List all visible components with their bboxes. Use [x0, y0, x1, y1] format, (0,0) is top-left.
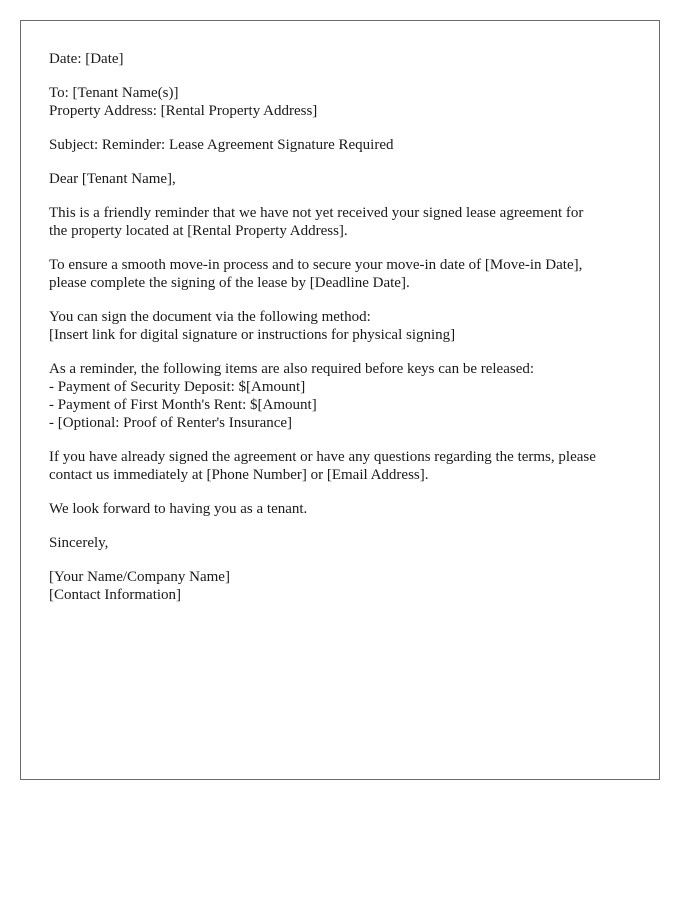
paragraph-line: please complete the signing of the lease by [Deadline Date]. [49, 275, 410, 291]
sign-off [49, 534, 631, 552]
move-in-paragraph [49, 256, 631, 292]
sender-name-line: [Your Name/Company Name] [49, 569, 230, 585]
questions-paragraph [49, 448, 631, 484]
signature-block [49, 568, 631, 604]
paragraph-line: This is a friendly reminder that we have not yet received your signed lease agreement for [49, 205, 584, 221]
paragraph-line: As a reminder, the following items are also required before keys can be released: [49, 361, 535, 377]
recipient-block [49, 84, 631, 120]
letter-page [20, 20, 660, 780]
date-line [49, 50, 631, 68]
contact-information-line: [Contact Information] [49, 587, 182, 603]
to-line: To: [Tenant Name(s)] [49, 85, 179, 101]
paragraph-line: If you have already signed the agreement or have any questions regarding the terms, please [49, 449, 596, 465]
closing-paragraph [49, 500, 631, 518]
paragraph-line: To ensure a smooth move-in process and to secure your move-in date of [Move-in Date], [49, 257, 583, 273]
subject-text: Subject: Reminder: Lease Agreement Signature Required [49, 137, 394, 153]
paragraph-line: contact us immediately at [Phone Number] or [Email Address]. [49, 467, 429, 483]
paragraph-line: You can sign the document via the following method: [49, 309, 371, 325]
requirement-item: - Payment of First Month's Rent: $[Amount] [49, 397, 317, 413]
paragraph-line: the property located at [Rental Property Address]. [49, 223, 348, 239]
reminder-paragraph [49, 204, 631, 240]
requirements-paragraph [49, 360, 631, 432]
requirement-item: - [Optional: Proof of Renter's Insurance] [49, 415, 293, 431]
date-text: Date: [Date] [49, 51, 124, 67]
closing-text: We look forward to having you as a tenant. [49, 501, 308, 517]
salutation-text: Dear [Tenant Name], [49, 171, 176, 187]
requirement-item: - Payment of Security Deposit: $[Amount] [49, 379, 306, 395]
property-address-line: Property Address: [Rental Property Address] [49, 103, 318, 119]
subject-line [49, 136, 631, 154]
salutation [49, 170, 631, 188]
sign-off-text: Sincerely, [49, 535, 109, 551]
signing-instructions-placeholder: [Insert link for digital signature or instructions for physical signing] [49, 327, 456, 343]
sign-method-paragraph [49, 308, 631, 344]
